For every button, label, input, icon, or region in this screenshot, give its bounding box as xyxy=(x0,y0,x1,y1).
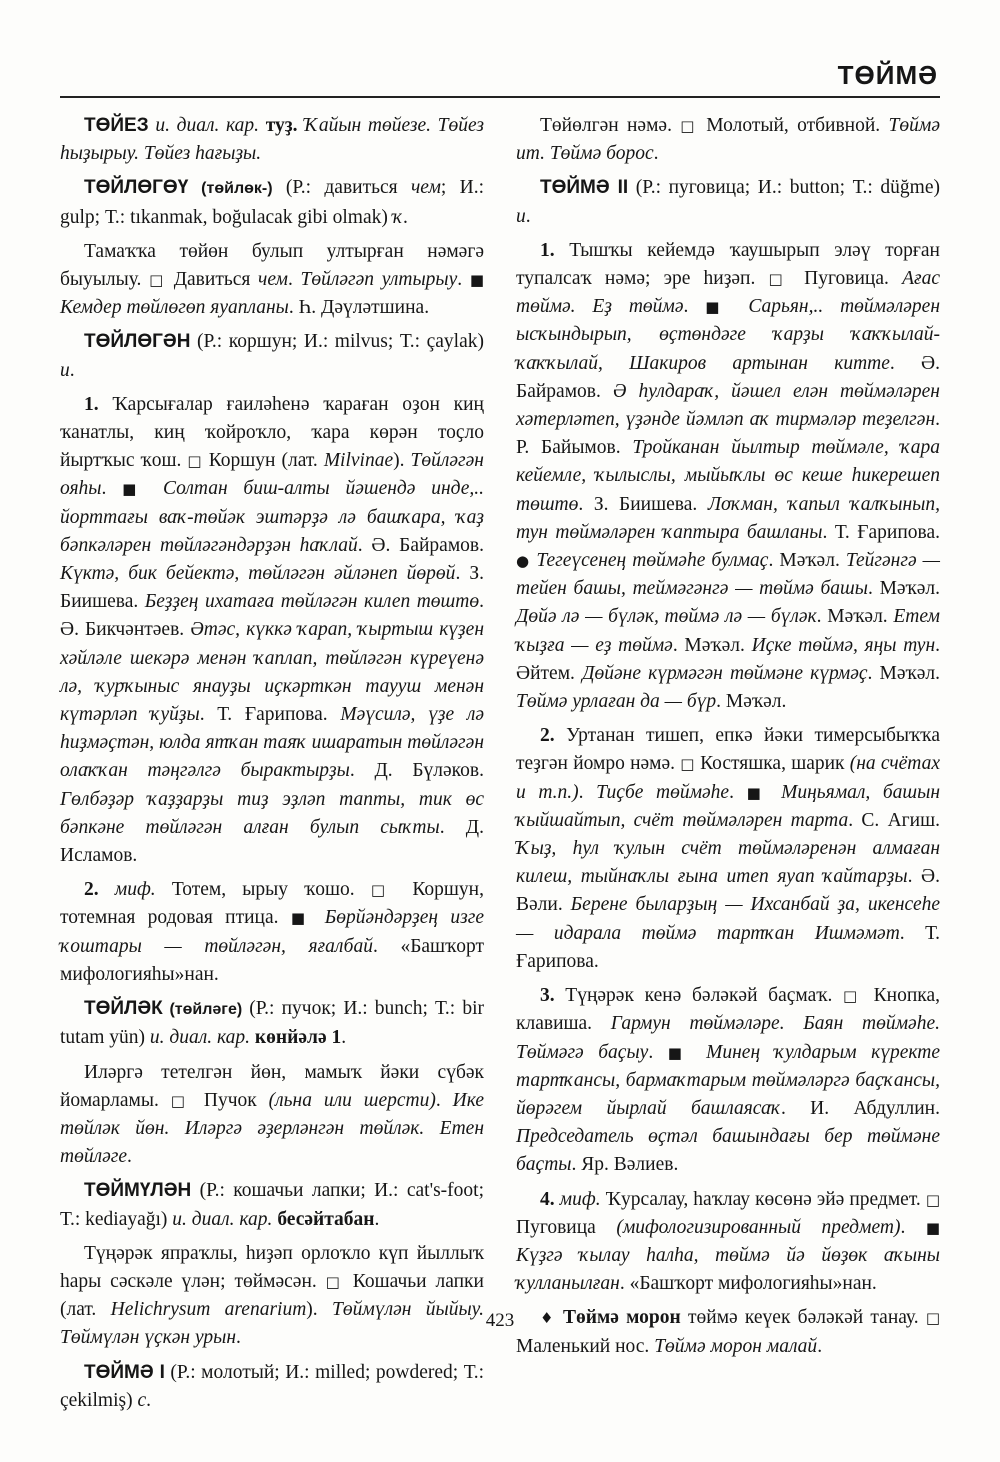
quote: Председатель өҫтәл башындағы бер төймәне баҫты xyxy=(516,1126,940,1176)
italic-text: (на счётах и т.п.) xyxy=(516,753,940,803)
quote-marker-icon: ■ xyxy=(667,1043,692,1062)
example: Төйләгәп ултырыу xyxy=(300,269,458,291)
text: . Мәҡәл. xyxy=(672,634,752,656)
text: . Т. Ғарипова. xyxy=(822,521,940,543)
text xyxy=(147,478,163,499)
entry-toyez xyxy=(60,112,484,168)
quote: Гөлбәҙәр ҡаҙҙарҙы тиҙ эҙләп тапты, тик өс бәпкәне төйләгән алған булып сыҡты xyxy=(60,788,484,838)
translation-marker-icon: □ xyxy=(370,881,397,900)
sense-3 xyxy=(516,982,940,1179)
entry-toyma-1 xyxy=(60,1359,484,1415)
text: Пуговица xyxy=(516,1216,617,1238)
headword-variant: (төйлөк-) xyxy=(188,180,273,198)
text: Ҡарсығалар ғаиләһенә ҡараған оҙон киң ҡанатлы, киң ҡойроҡло, ҡара көрән тоҫло йыртҡыс ҡош. xyxy=(60,393,484,472)
text: Ҡурсалау, һаҡлау көсөнә эйә предмет. xyxy=(600,1188,926,1210)
text: Тышҡы кейемдә ҡаушырып эләү торған тупалсаҡ нәмә; эре һиҙәп. xyxy=(516,239,940,290)
proverb: Тейгәнгә — тейен башы, теймәгәнгә — төймә башы xyxy=(516,550,941,600)
proverb: Етем ҡыҙға — еҙ төймә xyxy=(516,606,940,656)
text: . Д. Исламов. xyxy=(60,816,484,867)
quote: Сарьян,.. төймәләрен ысҡындырып, өҫтөндәге ҡарҙы ҡаҡҡылай-ҡаҡҡылай, Шакиров артынан китте xyxy=(516,296,940,374)
text: Иләргә тетелгән йөн, мамыҡ йәки сүбәк йомарламы. xyxy=(60,1061,484,1111)
quote-marker-icon: ■ xyxy=(746,783,769,802)
cross-reference: көнйәлә 1 xyxy=(254,1027,342,1049)
text: Тотем, ырыу ҡошо. xyxy=(155,879,371,901)
sense-1 xyxy=(60,391,484,870)
headword: ТӨЙЕЗ xyxy=(84,115,149,136)
text: ). xyxy=(393,450,411,472)
text xyxy=(731,296,748,317)
quote-marker-icon: ■ xyxy=(925,1218,941,1237)
proverb: Иҫке төймә, яңы тун xyxy=(751,634,936,656)
text: . xyxy=(653,143,659,165)
definition xyxy=(60,238,484,323)
grammar-label: и xyxy=(60,359,70,381)
text: . Ә. Вәли. xyxy=(516,866,940,916)
grammar-label: ҡ xyxy=(392,206,404,228)
text: . Ә. Бикчәнтәев. xyxy=(60,591,484,641)
translation-marker-icon: □ xyxy=(149,271,167,290)
right-column xyxy=(516,112,940,1367)
text: Төйөлгән нәмә. xyxy=(540,115,681,136)
text: . З. Биишева. xyxy=(578,493,708,515)
text: . xyxy=(146,1389,151,1411)
example: Төймә ит. Төймә борос xyxy=(516,115,940,165)
quote-marker-icon: ■ xyxy=(122,480,148,499)
translation-marker-icon: □ xyxy=(768,270,792,289)
text: Коршун (лат. xyxy=(202,450,324,472)
headword: ТӨЙЛӨГӨҮ xyxy=(84,177,189,199)
text: . xyxy=(236,1327,241,1349)
example: Төймүлән йыйыу. Төймүлән үҫкән урын xyxy=(60,1299,484,1349)
proverb: Тегеүсенең төймәһе булмаҫ xyxy=(536,550,769,572)
quote: Кемдер төйлөгөп яуапланы xyxy=(60,297,289,319)
entry-toyma-2 xyxy=(516,174,940,230)
grammar-label: и. диал. кар. xyxy=(172,1208,273,1230)
text: . Мәҡәл. xyxy=(867,662,940,684)
text: Уртанан тишеп, епкә йәки тимерсыбыҡҡа теҙгән йомро нәмә. xyxy=(516,725,940,775)
quote-marker-icon: ■ xyxy=(469,271,485,290)
text xyxy=(768,782,781,803)
text: . xyxy=(374,1208,380,1230)
text: төймә кеүек бәләкәй танау. xyxy=(680,1307,926,1329)
text: . xyxy=(900,1216,926,1238)
sense-number: 1. xyxy=(84,393,99,415)
cross-reference: туҙ. xyxy=(265,115,298,136)
proverb: Дөйә лә — бүләк, төймә лә — бүләк xyxy=(516,606,817,628)
text: Түңәрәк япраҡлы, һиҙәп орлоҡло күп йыллыҡ һары сәскәле үлән; төймәсән. xyxy=(60,1242,484,1292)
text: . Т. Ғарипова. xyxy=(199,704,341,726)
text: . Һ. Дәүләтшина. xyxy=(288,297,430,319)
quote: Ҡыҙ, һул ҡулын счёт төймәләренән алмаған килеш, тыйнаҡлы ғына итеп яуап ҡайтарҙы xyxy=(516,838,940,888)
page-number: 423 xyxy=(485,1310,515,1331)
sense-2 xyxy=(516,722,940,976)
definition xyxy=(60,1059,484,1172)
text: Тамаҡҡа төйөн булып ултырған нәмәгә быуылыу. xyxy=(60,240,484,291)
text: Коршун, тотемная родовая птица. xyxy=(60,879,484,929)
text: . Т. Ғарипова. xyxy=(516,922,941,972)
quote: Мәүсилә, үҙе лә һиҙмәҫтән, юлда ятҡан таяҡ ишаратын төйләгән олаҡҡан тәңгәлгә бырактырҙы xyxy=(60,704,484,782)
example: Гармун төймәләре. Баян төймәһе. Төймәгә баҫыу xyxy=(516,1013,940,1063)
sense-4 xyxy=(516,1186,940,1299)
sense-number: 4. xyxy=(540,1188,555,1210)
headword: ТӨЙЛӨГӘН xyxy=(84,331,191,353)
text xyxy=(692,1042,707,1063)
text: . Мәҡәл. xyxy=(867,578,940,600)
translation-marker-icon: □ xyxy=(170,1091,192,1110)
text: . И. Абдуллин. xyxy=(780,1097,940,1119)
idiom-phrase: Төймә морон xyxy=(563,1307,681,1329)
example: Ике төйләк йөн. Иләргә әҙерләнгән төйләк. Етен төйләге xyxy=(60,1089,485,1168)
translation-marker-icon: □ xyxy=(843,987,863,1006)
grammar-label: и xyxy=(516,205,526,227)
example: Төйләгән ояhы xyxy=(60,450,484,500)
grammar-label: миф. xyxy=(559,1188,601,1210)
quote: Миңьямал, башын ҡыйшайтып, счёт төймәләрен тарта xyxy=(516,781,941,831)
text: Кошачьи лапки (лат. xyxy=(60,1270,484,1321)
quote: Берене быларҙың — Ихсанбай ҙа, икенсеһе — идарала төймә тартҡан Ишмәмәт xyxy=(516,894,940,944)
quote: Минең ҡулдарым күректе тартҡансы, бармаҡтарым төймәләргә баҫҡансы, йөрәгем йырлай башлаясаҡ xyxy=(516,1041,941,1119)
proverb-marker-icon: ● xyxy=(516,552,531,571)
text: . Ә. Байрамов. xyxy=(516,352,940,402)
italic-text: чем xyxy=(258,269,288,291)
grammar-label: миф. xyxy=(114,879,156,901)
latin-name: Milvinae xyxy=(323,450,394,472)
translation-marker-icon: □ xyxy=(680,755,695,774)
text: . С. Агиш. xyxy=(848,809,940,831)
translation-marker-icon: □ xyxy=(925,1190,940,1209)
text: Түңәрәк кенә бәләкәй баҫмаҡ. xyxy=(554,985,843,1007)
sense-number: 1. xyxy=(540,239,555,261)
quote-marker-icon: ■ xyxy=(290,909,313,928)
quote: Ә һулдараҡ, йәшел елән төймәләрен хәтерләтеп, үҙәнде йәмләп аҡ тирмәләр теҙелгән xyxy=(516,380,940,431)
entry-toymulan xyxy=(60,1177,484,1233)
definition xyxy=(516,112,940,168)
text: Давиться xyxy=(166,269,259,291)
headword: ТӨЙМӘ II xyxy=(540,177,629,199)
sense-number: 2. xyxy=(84,879,99,901)
text: . З. Биишева. xyxy=(60,563,484,613)
text: Маленький нос. xyxy=(516,1335,655,1357)
diamond-icon: ♦ xyxy=(540,1309,556,1328)
headword: ТӨЙЛӘК xyxy=(84,998,163,1020)
text: . «Башҡорт мифологияһы»нан. xyxy=(619,1273,877,1295)
proverb: Дөйәне күрмәгән төймәне күрмәҫ xyxy=(582,662,868,684)
sense-1 xyxy=(516,237,940,716)
translation-marker-icon: □ xyxy=(325,1272,344,1291)
text: . xyxy=(287,269,301,291)
text: . Мәҡәл. xyxy=(768,550,846,572)
text: . Яр. Вәлиев. xyxy=(571,1154,679,1176)
text: Кнопка, клавиша. xyxy=(516,985,940,1035)
text: . «Башҡорт мифологияһы»нан. xyxy=(60,935,485,985)
header-rule xyxy=(60,96,940,98)
sense-number: 2. xyxy=(540,725,555,747)
example: Ағас төймә. Еҙ төймә xyxy=(516,268,940,318)
latin-name: Helichrysum arenarium xyxy=(110,1299,307,1321)
headword: ТӨЙМҮЛӘН xyxy=(84,1180,192,1202)
quote: Беҙҙең ихатаға төйләгән килеп төштө xyxy=(144,591,480,613)
text xyxy=(99,879,115,900)
entry-toylogan xyxy=(60,328,484,384)
translation-marker-icon: □ xyxy=(680,117,698,135)
sense-2 xyxy=(60,876,484,989)
translation-marker-icon: □ xyxy=(187,452,203,471)
text: (Р.: кошачьи лапки; И.: cat's-foot; Т.: kediayağı) xyxy=(60,1180,484,1230)
quote: Лоҡман, ҡапыл ҡалҡынып, тун төймәләрен ҡаптыра башланы xyxy=(516,493,940,543)
text: . xyxy=(435,1089,453,1111)
cross-reference: бесәйтабан xyxy=(277,1208,375,1230)
headword: ТӨЙМӘ I xyxy=(84,1361,165,1383)
text: . Д. Бүләков. xyxy=(349,760,484,782)
text: . xyxy=(403,206,408,228)
entry-toylogoy xyxy=(60,174,484,231)
entry-toylak xyxy=(60,995,484,1052)
example: Ҡайын төйезе. Төйез һыҙырыу. Төйез һағыҙы. xyxy=(60,115,485,165)
proverb: Төймә урлаған да — бүр xyxy=(516,691,717,713)
translation-marker-icon: □ xyxy=(925,1309,940,1328)
quote: Солтан биш-алты йәшендә инде,.. йорттағы ваҡ-төйәк эштәрҙә лә башҡара, ҡаҙ бәпкәләрен төйләгәндәрҙән һаҡлай xyxy=(60,478,485,556)
text: . xyxy=(578,781,597,803)
text: . xyxy=(729,781,747,803)
text: . Әйтем. xyxy=(516,634,940,684)
text: (Р.: пуговица; И.: button; Т.: düğme) xyxy=(628,177,940,199)
text: . xyxy=(525,205,531,227)
text xyxy=(259,115,266,136)
italic-text: чем xyxy=(410,177,441,199)
text: (Р.: пучок; И.: bunch; Т.: bir tutam yün) xyxy=(60,998,484,1049)
text: . xyxy=(101,478,123,500)
quote-marker-icon: ■ xyxy=(705,298,732,317)
left-column xyxy=(60,112,484,1421)
text: . Ә. Байрамов. xyxy=(357,534,484,556)
text: . xyxy=(817,1335,823,1357)
italic-text: (льна или шерсти) xyxy=(268,1089,436,1111)
text: Пуговица. xyxy=(791,268,903,290)
quote: Күҙгә ҡылау һалһа, төймә йә йөҙөк аҡыны ҡулланылған xyxy=(516,1244,940,1295)
quote: Әтәс, күккә ҡарап, ҡыртыш күҙен хәйләле шекәрә менән ҡаплап, төйләгән күреүенә лә, ҡурҡыныс янауҙы иҫкәрткән таууш менән күтәрләп ҡуйҙы xyxy=(60,619,484,726)
text: . xyxy=(69,359,75,381)
text xyxy=(312,907,324,928)
quote: Күктә, бик бейектә, төйләгән әйләнеп йөрөй xyxy=(60,563,456,585)
quote: Бөрйәндәрҙең изге ҡоштары — төйләгән, яғалбай xyxy=(60,907,484,957)
example: Төймә морон малай xyxy=(654,1335,818,1357)
text: (Р.: молотый; И.: milled; powdered; Т.: çekilmiş) xyxy=(60,1361,484,1411)
text: Молотый, отбивной. xyxy=(697,115,889,136)
text: . Мәҡәл. xyxy=(816,606,894,628)
text: Костяшка, шарик xyxy=(694,753,850,775)
text: ). xyxy=(306,1299,333,1321)
text: Пучок xyxy=(191,1089,269,1111)
grammar-label: и. диал. кар. xyxy=(149,1027,251,1049)
text: (Р.: давиться xyxy=(272,177,411,199)
text: . Р. Байымов. xyxy=(516,409,940,459)
text: ; И.: gulp; Т.: tıkanmak, boğulacak gibi olmak) xyxy=(60,177,485,228)
grammar-label: и. диал. кар. xyxy=(155,115,260,136)
sense-number: 3. xyxy=(540,985,555,1007)
text: . xyxy=(127,1146,132,1168)
example: Тиҫбе төймәһе xyxy=(596,781,730,803)
headword-variant: (төйләге) xyxy=(162,1001,243,1019)
text: . xyxy=(683,296,706,318)
text: . xyxy=(457,269,470,291)
quote: Тройканан йылтыр төймәле, ҡара кейемле, ҡылыслы, мыйыҡлы өс кеше һикерешеп төштө xyxy=(516,437,940,515)
text: . xyxy=(341,1027,347,1049)
italic-text: (мифологизированный предмет) xyxy=(616,1216,901,1238)
definition xyxy=(60,1240,484,1353)
text: . xyxy=(648,1041,668,1063)
grammar-label: с xyxy=(137,1389,147,1411)
running-head: ТӨЙМӘ xyxy=(837,60,938,90)
text: . Мәҡәл. xyxy=(716,691,787,713)
text: (Р.: коршун; И.: milvus; Т.: çaylak) xyxy=(190,331,484,353)
